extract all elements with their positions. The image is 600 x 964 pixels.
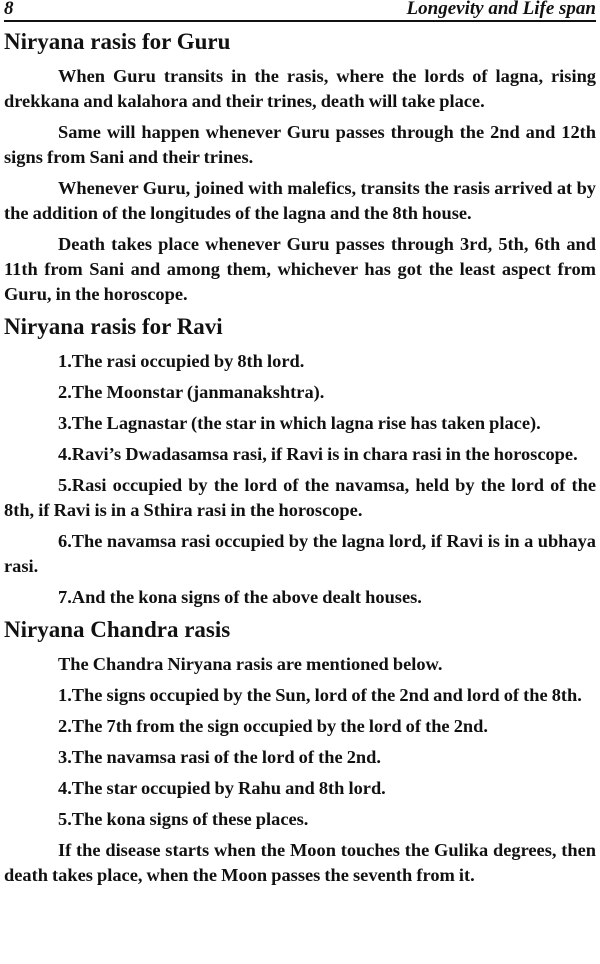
paragraph: 5.The kona signs of these places.	[58, 809, 309, 829]
section-heading: Niryana Chandra rasis	[4, 617, 231, 642]
page-header	[4, 0, 596, 22]
section	[0, 616, 600, 888]
paragraph: 1.The rasi occupied by 8th lord.	[58, 351, 305, 371]
paragraph: 4.The star occupied by Rahu and 8th lord.	[58, 778, 386, 798]
paragraph: 7.And the kona signs of the above dealt houses.	[58, 587, 422, 607]
paragraph: Whenever Guru, joined with malefics, transits the rasis arrived at by the addition of the longitudes of the lagna and the 8th house.	[4, 178, 596, 223]
section	[0, 313, 600, 610]
section-heading: Niryana rasis for Ravi	[4, 314, 223, 339]
paragraph: When Guru transits in the rasis, where the lords of lagna, rising drekkana and kalahora and their trines, death will take place.	[4, 66, 596, 111]
paragraph: 6.The navamsa rasi occupied by the lagna lord, if Ravi is in a ubhaya rasi.	[4, 531, 596, 576]
paragraph: 3.The Lagnastar (the star in which lagna rise has taken place).	[58, 413, 541, 433]
paragraph: If the disease starts when the Moon touches the Gulika degrees, then death takes place, when the Moon passes the seventh from it.	[4, 840, 596, 885]
page-body	[0, 28, 600, 888]
paragraph: 3.The navamsa rasi of the lord of the 2nd.	[58, 747, 381, 767]
paragraph: Same will happen whenever Guru passes through the 2nd and 12th signs from Sani and their trines.	[4, 122, 596, 167]
paragraph: 1.The signs occupied by the Sun, lord of the 2nd and lord of the 8th.	[58, 685, 582, 705]
page-number: 8	[4, 0, 14, 19]
running-title: Longevity and Life span	[406, 0, 596, 19]
section-heading: Niryana rasis for Guru	[4, 29, 231, 54]
paragraph: 2.The Moonstar (janmanakshtra).	[58, 382, 325, 402]
paragraph: 4.Ravi’s Dwadasamsa rasi, if Ravi is in chara rasi in the horoscope.	[58, 444, 578, 464]
paragraph: The Chandra Niryana rasis are mentioned below.	[58, 654, 443, 674]
paragraph: 5.Rasi occupied by the lord of the navamsa, held by the lord of the 8th, if Ravi is in a Sthira rasi in the horoscope.	[4, 475, 596, 520]
paragraph: 2.The 7th from the sign occupied by the lord of the 2nd.	[58, 716, 488, 736]
section	[0, 28, 600, 307]
paragraph: Death takes place whenever Guru passes through 3rd, 5th, 6th and 11th from Sani and among them, whichever has got the least aspect from Guru, in the horoscope.	[4, 234, 596, 304]
